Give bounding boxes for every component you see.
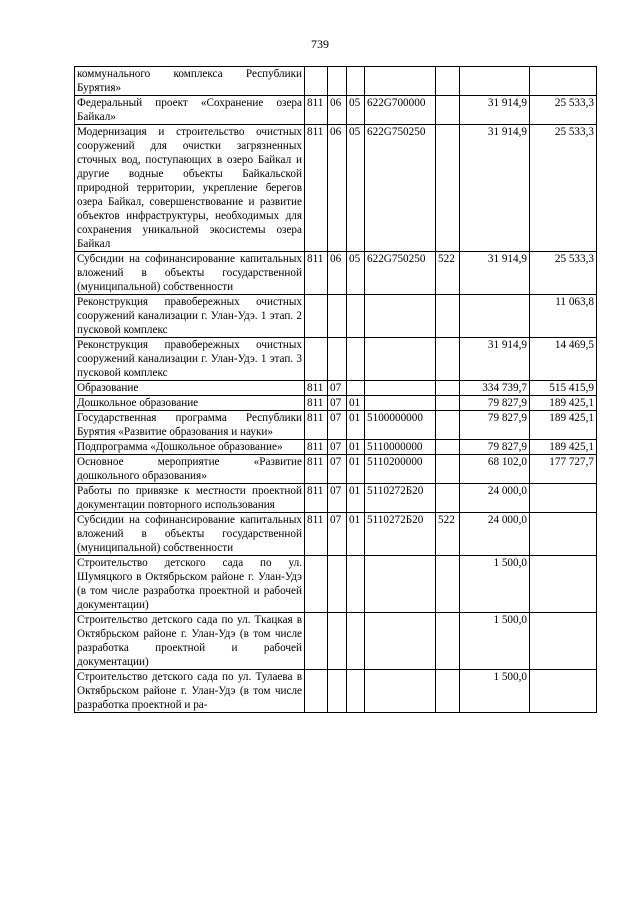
table-body (75, 67, 597, 713)
gr-code-cell (305, 613, 328, 670)
amount-2020-cell: 515 415,9 (530, 381, 597, 396)
amount-2019-cell: 1 500,0 (460, 556, 530, 613)
pr-code-cell (347, 338, 365, 381)
table-row (75, 381, 597, 396)
table-row (75, 613, 597, 670)
amount-2020-cell: 25 533,3 (530, 252, 597, 295)
pr-code-cell (347, 67, 365, 96)
rz-code-cell (328, 295, 347, 338)
table-row (75, 252, 597, 295)
row-name-cell: Субсидии на софинансирование капитальных вложений в объекты государственной (муниципальной) собственности (75, 513, 305, 556)
table-row (75, 67, 597, 96)
pr-code-cell: 01 (347, 513, 365, 556)
amount-2019-cell (460, 67, 530, 96)
page-number: 739 (311, 37, 329, 51)
amount-2019-cell: 24 000,0 (460, 484, 530, 513)
row-name-cell: Реконструкция правобережных очистных сооружений канализации г. Улан-Удэ. 1 этап. 3 пусковой комплекс (75, 338, 305, 381)
pr-code-cell (347, 670, 365, 713)
gr-code-cell: 811 (305, 96, 328, 125)
gr-code-cell: 811 (305, 513, 328, 556)
csr-code-cell: 622G750250 (365, 252, 436, 295)
rz-code-cell: 07 (328, 513, 347, 556)
pr-code-cell: 01 (347, 440, 365, 455)
vr-code-cell (436, 96, 460, 125)
vr-code-cell (436, 338, 460, 381)
csr-code-cell (365, 295, 436, 338)
csr-code-cell (365, 381, 436, 396)
amount-2020-cell: 14 469,5 (530, 338, 597, 381)
csr-code-cell: 5100000000 (365, 411, 436, 440)
table-row (75, 125, 597, 252)
rz-code-cell (328, 338, 347, 381)
vr-code-cell: 522 (436, 252, 460, 295)
amount-2019-cell: 79 827,9 (460, 411, 530, 440)
table-row (75, 513, 597, 556)
vr-code-cell (436, 67, 460, 96)
gr-code-cell (305, 338, 328, 381)
pr-code-cell: 05 (347, 96, 365, 125)
vr-code-cell (436, 455, 460, 484)
amount-2020-cell: 189 425,1 (530, 440, 597, 455)
table-row (75, 96, 597, 125)
csr-code-cell (365, 613, 436, 670)
rz-code-cell: 06 (328, 252, 347, 295)
gr-code-cell: 811 (305, 125, 328, 252)
amount-2019-cell: 24 000,0 (460, 513, 530, 556)
amount-2020-cell (530, 556, 597, 613)
vr-code-cell (436, 411, 460, 440)
csr-code-cell: 622G700000 (365, 96, 436, 125)
gr-code-cell: 811 (305, 484, 328, 513)
table-row (75, 440, 597, 455)
rz-code-cell: 07 (328, 411, 347, 440)
pr-code-cell: 05 (347, 252, 365, 295)
gr-code-cell (305, 295, 328, 338)
row-name-cell: Строительство детского сада по ул. Ткацкая в Октябрьском районе г. Улан-Удэ (в том числе разработка проектной и рабочей документации) (75, 613, 305, 670)
amount-2020-cell: 177 727,7 (530, 455, 597, 484)
row-name-cell: Основное мероприятие «Развитие дошкольного образования» (75, 455, 305, 484)
table-row (75, 556, 597, 613)
rz-code-cell: 07 (328, 440, 347, 455)
pr-code-cell (347, 295, 365, 338)
row-name-cell: Работы по привязке к местности проектной документации повторного использования (75, 484, 305, 513)
rz-code-cell (328, 670, 347, 713)
pr-code-cell (347, 381, 365, 396)
vr-code-cell (436, 556, 460, 613)
table-row (75, 455, 597, 484)
vr-code-cell (436, 396, 460, 411)
gr-code-cell: 811 (305, 440, 328, 455)
vr-code-cell (436, 613, 460, 670)
vr-code-cell: 522 (436, 513, 460, 556)
csr-code-cell: 5110272Б20 (365, 484, 436, 513)
amount-2019-cell: 1 500,0 (460, 613, 530, 670)
gr-code-cell: 811 (305, 411, 328, 440)
pr-code-cell: 01 (347, 396, 365, 411)
rz-code-cell: 06 (328, 96, 347, 125)
amount-2020-cell: 11 063,8 (530, 295, 597, 338)
csr-code-cell: 622G750250 (365, 125, 436, 252)
pr-code-cell: 05 (347, 125, 365, 252)
amount-2020-cell (530, 484, 597, 513)
amount-2020-cell: 25 533,3 (530, 125, 597, 252)
pr-code-cell: 01 (347, 484, 365, 513)
rz-code-cell: 07 (328, 484, 347, 513)
vr-code-cell (436, 125, 460, 252)
gr-code-cell (305, 67, 328, 96)
table-row (75, 411, 597, 440)
amount-2020-cell (530, 67, 597, 96)
vr-code-cell (436, 440, 460, 455)
vr-code-cell (436, 381, 460, 396)
table-row (75, 396, 597, 411)
amount-2019-cell: 31 914,9 (460, 338, 530, 381)
rz-code-cell: 06 (328, 125, 347, 252)
vr-code-cell (436, 484, 460, 513)
rz-code-cell: 07 (328, 396, 347, 411)
budget-table (74, 66, 597, 713)
row-name-cell: Строительство детского сада по ул. Тулаева в Октябрьском районе г. Улан-Удэ (в том числе разработка проектной и ра- (75, 670, 305, 713)
row-name-cell: Модернизация и строительство очистных сооружений для очистки загрязненных сточных вод, поступающих в озеро Байкал и другие водные объекты Байкальской природной территории, укрепление берегов озера Байкал, совершенствование и развитие объектов инфраструктуры, необходимых для сохранения уникальной экосистемы озера Байкал (75, 125, 305, 252)
row-name-cell: Дошкольное образование (75, 396, 305, 411)
row-name-cell: Государственная программа Республики Бурятия «Развитие образования и науки» (75, 411, 305, 440)
row-name-cell: Федеральный проект «Сохранение озера Байкал» (75, 96, 305, 125)
vr-code-cell (436, 670, 460, 713)
row-name-cell: Строительство детского сада по ул. Шумяцкого в Октябрьском районе г. Улан-Удэ (в том числе разработка проектной и рабочей документации) (75, 556, 305, 613)
csr-code-cell (365, 67, 436, 96)
gr-code-cell (305, 670, 328, 713)
row-name-cell: Реконструкция правобережных очистных сооружений канализации г. Улан-Удэ. 1 этап. 2 пусковой комплекс (75, 295, 305, 338)
rz-code-cell (328, 67, 347, 96)
csr-code-cell: 5110272Б20 (365, 513, 436, 556)
table-row (75, 338, 597, 381)
table-row (75, 670, 597, 713)
csr-code-cell (365, 396, 436, 411)
pr-code-cell: 01 (347, 455, 365, 484)
row-name-cell: Образование (75, 381, 305, 396)
row-name-cell: коммунального комплекса Республики Бурятия» (75, 67, 305, 96)
amount-2020-cell: 25 533,3 (530, 96, 597, 125)
rz-code-cell (328, 556, 347, 613)
pr-code-cell (347, 613, 365, 670)
csr-code-cell (365, 338, 436, 381)
amount-2020-cell (530, 613, 597, 670)
gr-code-cell: 811 (305, 381, 328, 396)
amount-2019-cell: 31 914,9 (460, 96, 530, 125)
csr-code-cell (365, 670, 436, 713)
gr-code-cell: 811 (305, 455, 328, 484)
csr-code-cell: 5110200000 (365, 455, 436, 484)
csr-code-cell (365, 556, 436, 613)
amount-2019-cell: 1 500,0 (460, 670, 530, 713)
rz-code-cell: 07 (328, 381, 347, 396)
amount-2020-cell: 189 425,1 (530, 411, 597, 440)
gr-code-cell: 811 (305, 252, 328, 295)
pr-code-cell (347, 556, 365, 613)
amount-2019-cell: 68 102,0 (460, 455, 530, 484)
table-row (75, 295, 597, 338)
rz-code-cell: 07 (328, 455, 347, 484)
table-row (75, 484, 597, 513)
amount-2019-cell: 79 827,9 (460, 396, 530, 411)
amount-2019-cell: 31 914,9 (460, 125, 530, 252)
vr-code-cell (436, 295, 460, 338)
amount-2020-cell (530, 670, 597, 713)
amount-2020-cell (530, 513, 597, 556)
amount-2020-cell: 189 425,1 (530, 396, 597, 411)
gr-code-cell (305, 556, 328, 613)
row-name-cell: Подпрограмма «Дошкольное образование» (75, 440, 305, 455)
rz-code-cell (328, 613, 347, 670)
amount-2019-cell: 334 739,7 (460, 381, 530, 396)
amount-2019-cell (460, 295, 530, 338)
gr-code-cell: 811 (305, 396, 328, 411)
csr-code-cell: 5110000000 (365, 440, 436, 455)
row-name-cell: Субсидии на софинансирование капитальных вложений в объекты государственной (муниципальной) собственности (75, 252, 305, 295)
amount-2019-cell: 31 914,9 (460, 252, 530, 295)
pr-code-cell: 01 (347, 411, 365, 440)
amount-2019-cell: 79 827,9 (460, 440, 530, 455)
